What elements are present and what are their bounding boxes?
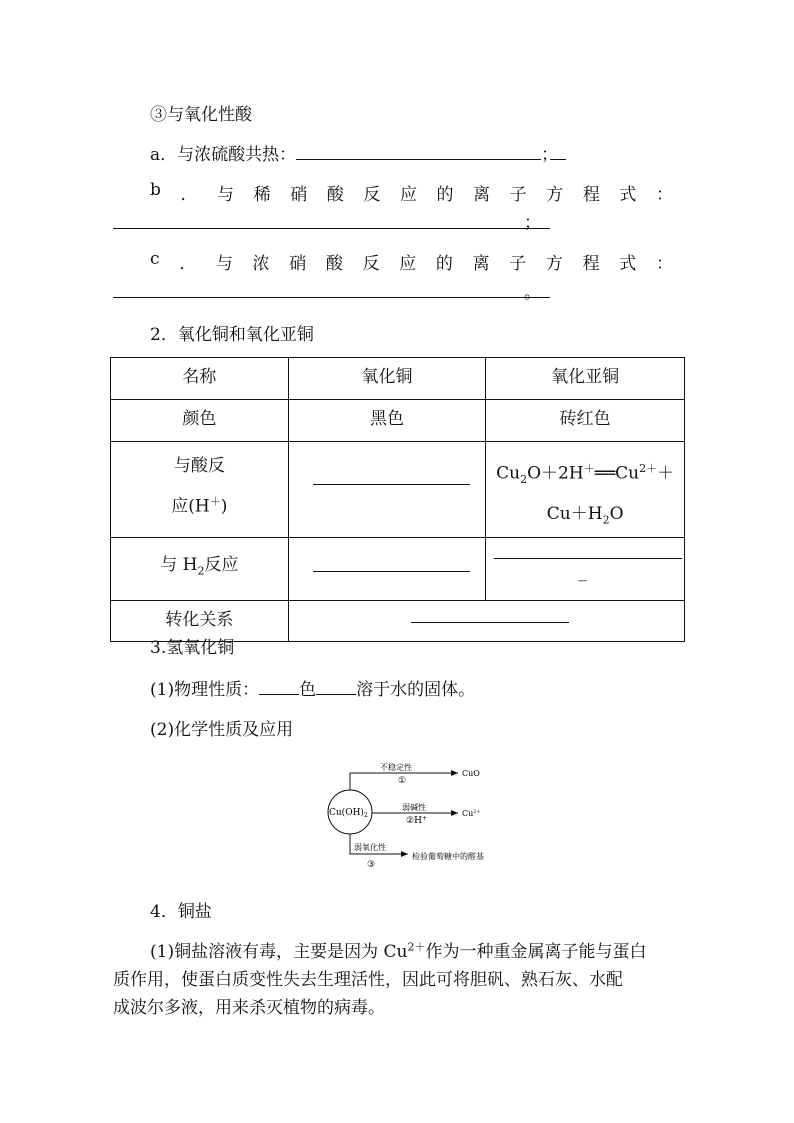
branch1-number: ① <box>398 776 407 786</box>
answer-blank <box>259 678 299 695</box>
superscript: ＋ <box>583 462 595 475</box>
answer-line <box>313 484 470 485</box>
char: 反 <box>362 254 380 274</box>
char: 离 <box>473 185 491 205</box>
branch2-product: $Cu^{2+}$ <box>462 809 481 818</box>
char: 应 <box>399 185 417 205</box>
char: 的 <box>436 185 454 205</box>
answer-blank <box>316 678 356 695</box>
char: 方 <box>546 185 564 205</box>
item-b-end: ； <box>524 213 541 233</box>
answer-cell <box>288 601 684 642</box>
branch1-product: CuO <box>462 769 480 778</box>
text-span: Cu <box>496 463 521 484</box>
char: 应 <box>399 254 417 274</box>
branch2-label: 弱碱性 <box>402 803 426 812</box>
text-span: ) <box>220 496 228 517</box>
text-span: Cu＋H <box>546 504 603 525</box>
char: 与 <box>215 254 233 274</box>
char: 离 <box>472 254 490 274</box>
branch3-number: ③ <box>367 860 376 870</box>
answer-line <box>313 571 470 572</box>
text-span: 应(H <box>171 496 210 517</box>
header-cell: 名称 <box>111 358 289 400</box>
char: 式 <box>619 254 637 274</box>
branch1-label: 不稳定性 <box>380 763 412 772</box>
char: 硝 <box>289 254 307 274</box>
section-heading-copper-hydroxide: 3.氢氧化铜 <box>150 638 235 658</box>
text-span: 溶于水的固体。 <box>356 680 476 700</box>
char: 子 <box>509 254 527 274</box>
table-row <box>111 358 685 400</box>
header-cell: 氧化铜 <box>288 358 486 400</box>
char: c <box>150 249 160 269</box>
answer-cell <box>486 538 685 601</box>
table-cell <box>111 442 289 538</box>
char: 子 <box>509 185 527 205</box>
text-span: (1)铜盐溶液有毒，主要是因为 Cu <box>150 942 408 962</box>
text-span: 与 H <box>160 555 198 576</box>
text-span: O <box>609 504 624 525</box>
text-span: O＋2H <box>527 463 584 484</box>
char: 程 <box>582 185 600 205</box>
item-a-end: ； <box>541 145 559 165</box>
answer-blank <box>296 143 541 160</box>
header-cell: 氧化亚铜 <box>486 358 685 400</box>
table-cell: 黑色 <box>288 400 486 442</box>
char: 稀 <box>253 185 271 205</box>
branch3-label: 弱氧化性 <box>354 843 386 852</box>
answer-line <box>494 558 682 559</box>
answer-cell <box>288 538 486 601</box>
answer-line <box>113 228 550 229</box>
cu2o-acid-equation-line2 <box>486 497 684 537</box>
center-label: $Cu(OH)_2$ <box>329 808 368 819</box>
text-span: ══Cu <box>594 463 640 484</box>
table-cell: 砖红色 <box>486 400 685 442</box>
char: 式 <box>619 185 637 205</box>
superscript: 2＋ <box>639 462 658 475</box>
char: 硝 <box>290 185 308 205</box>
chemical-properties-heading: (2)化学性质及应用 <box>150 720 294 740</box>
comparison-table <box>110 357 685 642</box>
char: 方 <box>545 254 563 274</box>
subscript: 2 <box>197 564 205 578</box>
char: b <box>150 180 161 200</box>
char: ． <box>179 254 197 274</box>
section-heading-copper-salts: 4．铜盐 <box>150 902 212 922</box>
physical-properties <box>150 675 475 700</box>
table-row <box>111 400 685 442</box>
branch3-product: 检验葡萄糖中的醛基 <box>412 852 484 861</box>
item-a <box>150 140 558 165</box>
char: ． <box>180 185 198 205</box>
underline <box>550 159 566 160</box>
copper-salt-paragraph-line2: 质作用，使蛋白质变性失去生理活性，因此可将胆矾、熟石灰、水配 <box>113 970 623 990</box>
text-span: 反应 <box>204 555 239 576</box>
branch2-number: ②H+ <box>406 815 427 826</box>
text-span: 色 <box>299 680 317 700</box>
char: 反 <box>363 185 381 205</box>
cu2o-acid-equation-line1 <box>486 452 684 497</box>
copper-salt-paragraph-line3: 成波尔多液，用来杀灭植物的病毒。 <box>113 998 385 1018</box>
char: ： <box>655 254 673 274</box>
table-row <box>111 442 685 538</box>
section-heading-copper-oxides: 2．氧化铜和氧化亚铜 <box>150 325 314 345</box>
subscript: 2 <box>602 513 610 527</box>
text-span: 作为一种重金属离子能与蛋白 <box>425 942 647 962</box>
superscript: 2＋ <box>407 940 426 954</box>
item-c-heading <box>150 249 673 274</box>
subscript: 2 <box>520 473 528 487</box>
char: 的 <box>435 254 453 274</box>
subheading-oxidizing-acid: ③与氧化性酸 <box>150 105 252 125</box>
text-span: (1)物理性质： <box>150 680 260 700</box>
char: 酸 <box>326 185 344 205</box>
table-cell: 转化关系 <box>111 601 289 642</box>
item-a-label: a．与浓硫酸共热： <box>150 145 297 165</box>
item-b-heading <box>150 180 673 205</box>
char: 与 <box>217 185 235 205</box>
answer-mark: _ <box>578 562 587 583</box>
answer-line <box>411 622 569 623</box>
acid-row-label-line2 <box>111 484 288 525</box>
char: 程 <box>582 254 600 274</box>
superscript: ＋ <box>209 495 221 508</box>
hydroxide-diagram <box>320 755 520 870</box>
table-cell <box>111 538 289 601</box>
text-span: ＋ <box>657 463 675 484</box>
copper-salt-paragraph-line1 <box>150 937 646 962</box>
char: ： <box>655 185 673 205</box>
answer-cell <box>288 442 486 538</box>
item-c-end: 。 <box>524 283 541 303</box>
char: 浓 <box>252 254 270 274</box>
table-cell <box>486 442 685 538</box>
char: 酸 <box>325 254 343 274</box>
table-cell: 颜色 <box>111 400 289 442</box>
acid-row-label-line1: 与酸反 <box>173 456 225 476</box>
table-row <box>111 538 685 601</box>
answer-line <box>113 297 550 298</box>
